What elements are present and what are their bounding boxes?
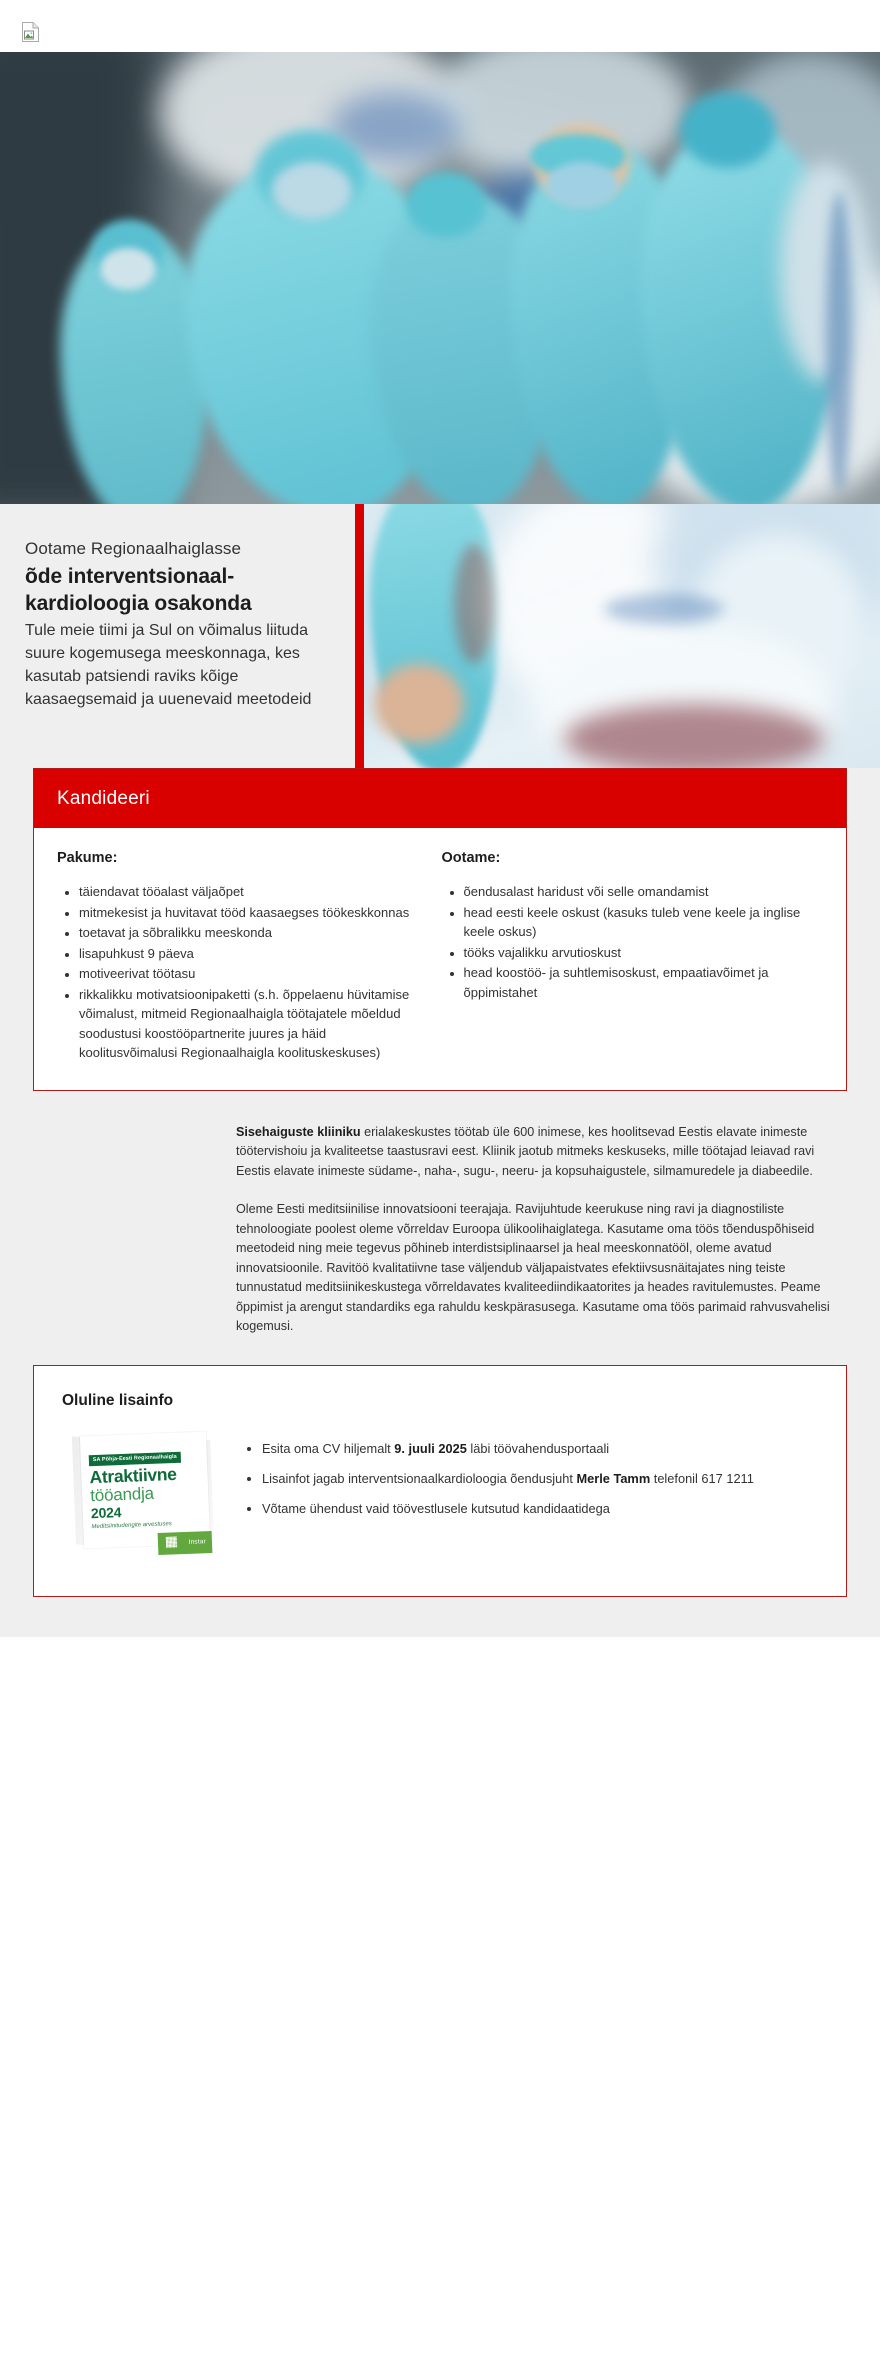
info-item-post: läbi töövahendusportaali [466,1440,610,1456]
badge-note: Meditsiinitudengite arvestuses [91,1520,172,1530]
info-item-bold: Merle Tamm [576,1470,651,1486]
badge-tag [158,1530,213,1554]
important-info-list-wrap [230,1432,820,1524]
important-info-list-item [262,1434,820,1464]
surgical-team-photo [0,52,880,504]
important-info-card [33,1365,847,1597]
offer-list-item: • lisapuhkust 9 päeva [79,944,418,964]
hero-section [0,52,880,768]
expect-column [442,850,827,1064]
expect-list-item: • õendusalast haridust või selle omandamist [464,882,803,902]
broken-image-icon [22,22,39,42]
info-item-pre: Esita oma CV hiljemalt [262,1440,395,1456]
hero-secondary-photo [355,504,880,768]
info-item-pre: Võtame ühendust vaid töövestlusele kutsutud kandidaatidega [262,1500,610,1516]
page-footer-space [0,1637,880,1699]
offer-list-item: • motiveerivat töötasu [79,964,418,984]
clinic-description [0,1119,880,1365]
info-item-bold: 9. juuli 2025 [394,1440,467,1456]
badge-line-1: Atraktiivne [89,1463,178,1487]
page-title-line2: kardioloogia osakonda [25,592,252,615]
apply-columns [34,828,846,1090]
swan-icon: 🏾 [165,1535,178,1549]
clinic-name: Sisehaiguste kliiniku [236,1124,361,1139]
offer-column [57,850,442,1064]
badge-line-2: tööandja [89,1483,155,1505]
apply-card [33,768,847,1091]
clinic-paragraph-1-rest: erialakeskustes töötab üle 600 inimese, kes hoolitsevad Eestis elavate inimeste töötervishoiu ja kvaliteetse taastusravi eest. Kliinik jaotub mitmeks keskuseks, mille töötajad leiavad ravi Eestis elavate inimeste südame-, naha-, sugu-, neeru- ja kopsuhaigustele, silmamuredele ja diabeedile. [236,1124,815,1178]
expect-list-item: • tööks vajalikku arvutioskust [464,943,803,963]
offer-list-item: • mitmekesist ja huvitavat tööd kaasaegses töökeskkonnas [79,903,418,923]
page-title [25,563,337,617]
expect-list-item: • head koostöö- ja suhtlemisoskust, empaatiavõimet ja õppimistahet [464,963,803,1002]
broken-image-row [0,0,880,52]
important-info-list [240,1434,820,1524]
important-info-heading: Oluline lisainfo [62,1391,174,1409]
hero-kicker: Ootame Regionaalhaiglasse [25,539,242,558]
important-info-body [60,1432,820,1556]
expect-list [442,882,803,1002]
offer-list [57,882,418,1063]
hero-subtitle: Tule meie tiimi ja Sul on võimalus liituda suure kogemusega meeskonnaga, kes kasutab patsiendi raviks kõige kaasaegsemaid ja uuenevaid meetodeid [25,622,312,708]
badge-organisation: SA Põhja-Eesti Regionaalhaigla [89,1451,181,1466]
offer-list-item: • rikkalikku motivatsioonipaketti (s.h. õppelaenu hüvitamise võimalust, mitmeid Regionaalhaigla töötajatele mõeldud soodustusi koostööpartnerite juures ja häid koolitusvõimalusi Regionaalhaigla koolituskeskuses) [79,985,418,1063]
offer-list-item: • toetavat ja sõbralikku meeskonda [79,923,418,943]
expect-list-item: • head eesti keele oskust (kasuks tuleb vene keele ja inglise keele oskus) [464,903,803,942]
badge-year: 2024 [90,1503,122,1521]
important-info-list-item [262,1464,820,1494]
apply-heading: Kandideeri [34,769,846,828]
attractive-employer-badge [74,1432,216,1556]
clinic-paragraph-1 [236,1123,836,1182]
award-badge-wrap [60,1432,230,1556]
expect-heading: Ootame: [441,850,501,866]
clinic-paragraph-2: Oleme Eesti meditsiinilise innovatsiooni teerajaja. Ravijuhtude keerukuse ning ravi ja diagnostiliste tehnoloogiate poolest oleme võrreldav Euroopa ülikoolihaiglatega. Kasutame oma töös tõenduspõhiseid meetodeid ning meie tegevus põhineb interdistsiplinaarsel ja heal meeskonnatööl, oleme avatud innovatsioonile. Ravitöö kvalitatiivne tase väljendub väljapaistvates efektiivsusnäitajates ning teiste tunnustatud meditsiinikeskustega võrreldavates kvaliteediindikaatorites ja heades ravitulemustes. Peame õppimist ja arengut standardiks ega rahuldu keskpärasusega. Kasutame oma töös parimaid rahvusvahelisi kogemusi. [236,1202,830,1333]
badge-content [88,1443,207,1531]
hero-text-block [0,504,355,768]
offer-heading: Pakume: [57,850,118,866]
apply-section [0,768,880,1119]
offer-list-item: • täiendavat tööalast väljaõpet [79,882,418,902]
important-info-section [0,1365,880,1637]
info-item-pre: Lisainfot jagab interventsionaalkardioloogia õendusjuht [262,1470,577,1486]
info-item-post: telefonil 617 1211 [650,1470,754,1486]
badge-tag-label: Instar [188,1537,207,1546]
important-info-list-item [262,1494,820,1524]
page-title-line1: õde interventsionaal- [25,565,235,588]
